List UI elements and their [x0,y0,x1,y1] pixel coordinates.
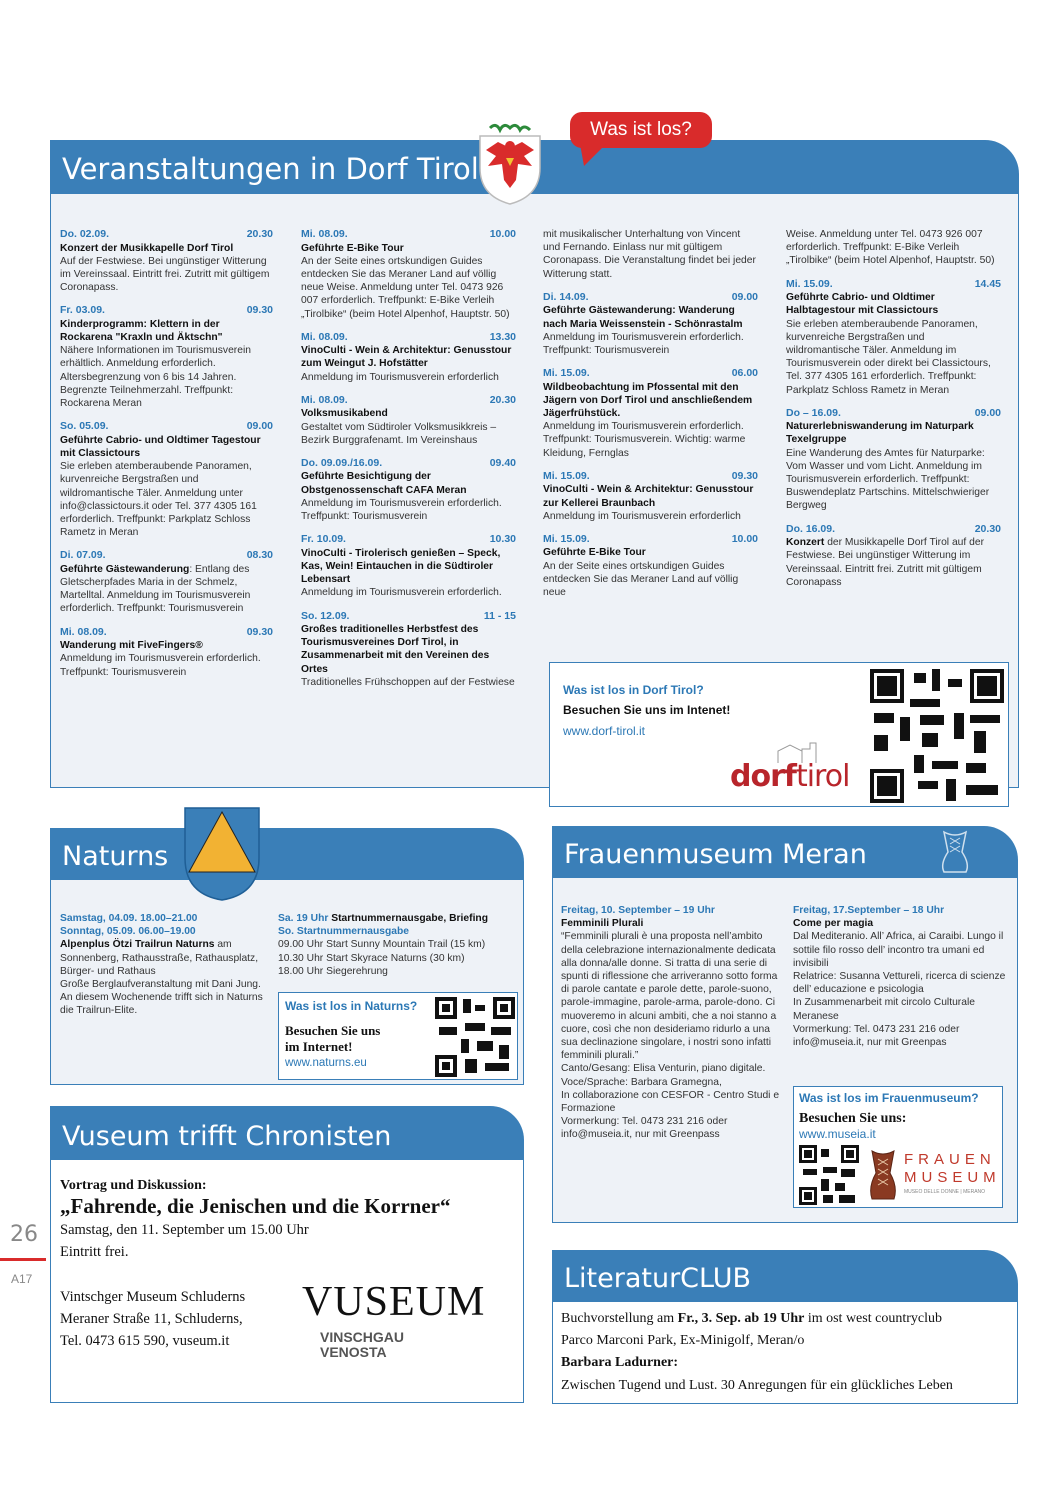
literatur-line-1c: im ost west countryclub [804,1311,942,1326]
vuseum-headline: „Fahrende, die Jenischen und die Korrner“ [60,1194,451,1218]
naturns-qr-code-icon[interactable] [435,997,515,1077]
event [301,610,516,690]
event-date: Do. 16.09. [786,522,836,535]
tirol-col-3 [543,228,758,609]
promo-url[interactable]: www.naturns.eu [285,1057,367,1069]
event-title: Großes traditionelles Herbstfest des Tourismusvereines Dorf Tirol, in Zusammenarbeit mit den Vereinen des Ortes [301,624,490,675]
frauen-date-2: Freitag, 17.September – 18 Uhr [793,905,945,916]
event-date: Mi. 15.09. [786,277,833,290]
event-time: 09.00 [731,290,758,303]
event-desc: Sie erleben atemberaubende Panoramen, kurvenreiche Bergstraßen und wildromantische Täler. Anmeldung unter info@classictours.it oder Tel. 377 4305 161 erforderlich. Treffpunkt: Parkplatz Schloss Rametz in Meran [60,461,257,539]
event-title: Geführte Besichtigung der Obstgenossenschaft CAFA Meran [301,471,467,496]
event-time: 06.00 [731,367,758,380]
event [543,470,758,523]
event-title: Geführte E-Bike Tour [301,242,404,254]
naturns-coat-of-arms [183,806,261,902]
event-date: Mi. 08.09. [301,330,348,343]
event-desc: : Entlang des Gletscherpfades Maria in der Schmelz, Martelltal. Anmeldung im Tourismusverein erforderlich. Treffpunkt: Tourismusverein [60,563,251,615]
event-time: 10.30 [489,533,516,546]
event-time: 20.30 [246,228,273,240]
promo-url[interactable]: www.dorf-tirol.it [563,724,646,738]
event-title: Konzert [786,537,825,549]
event-desc: Anmeldung im Tourismusverein erforderlich. Treffpunkt: Tourismusverein [543,331,744,356]
event-title: VinoCulti - Wein & Architektur: Genusstour zum Weingut J. Hofstätter [301,345,512,370]
frauen-logo-line-1: FRAUEN [904,1151,996,1168]
event-title: Geführte E-Bike Tour [543,547,646,559]
event [301,533,516,599]
vuseum-entry: Eintritt frei. [60,1244,129,1260]
event-date: So. 05.09. [60,420,109,433]
event-date: Mi. 08.09. [301,393,348,406]
frauen-logo-line-2: MUSEUM [904,1169,1001,1186]
event-title: Naturerlebniswanderung im Naturpark Texelgruppe [786,421,974,446]
event-date: Di. 07.09. [60,549,106,562]
event-desc: Anmeldung im Tourismusverein erforderlich. Treffpunkt: Tourismusverein [60,653,261,678]
event-desc: Anmeldung im Tourismusverein erforderlich. [301,587,502,599]
event-title: Geführte Cabrio- und Oldtimer Halbtagestour mit Classictours [786,292,939,317]
naturns-event-desc: am Sonnenberg, Rathausstraße, Rathausplatz, Bürger- und Rathaus [60,939,259,977]
event [301,457,516,523]
frauen-canto: Canto/Gesang: Elisa Venturin, piano digitale. [561,1063,766,1075]
event [543,533,758,599]
naturns-header [50,828,524,880]
page-red-rule [0,1258,46,1261]
event-desc: Traditionelles Frühschoppen auf der Festwiese [301,676,515,688]
promo-question: Was ist los im Frauenmuseum? [799,1091,979,1105]
event-time: 08.30 [246,549,273,562]
event-desc: An der Seite eines ortskundigen Guides entdecken Sie das Meraner Land auf völlig neue [543,560,739,599]
event [301,331,516,384]
castle-icon [776,741,836,765]
tirol-promo-box [549,662,1009,807]
event-title: Wildbeobachtung im Pfossental mit den Jägern von Dorf Tirol und anschließendem Jägerfrühstück. [543,381,753,420]
naturns-line: 09.00 Uhr Start Sunny Mountain Trail (15 km) [278,939,486,951]
frauen-zus: In Zusammenarbeit mit circolo Culturale Meranese [793,997,975,1022]
event [60,626,273,679]
event-continued: mit musikalischer Unterhaltung von Vincent und Fernando. Einlass nur mit gültigem Coronapass. Die Veranstaltung findet bei jeder Witterung statt. [543,229,756,280]
bubble-text: Was ist los? [590,119,692,140]
naturns-event-desc-3: An diesem Wochenende trifft sich in Naturns die Trailrun-Elite. [60,992,263,1017]
event-title: Konzert der Musikkapelle Dorf Tirol [60,242,234,254]
tirol-col-1 [60,228,273,689]
frauen-title-2: Come per magia [793,918,874,930]
event-title: Geführte Gästewanderung: Wanderung nach Maria Weissenstein - Schönrastalm [543,305,743,330]
vuseum-date: Samstag, den 11. September um 15.00 Uhr [60,1222,309,1238]
event-time: 13.30 [489,330,516,343]
frauen-logo-line-3: MUSEO DELLE DONNE | MERANO [904,1189,986,1195]
event-desc: Anmeldung im Tourismusverein erforderlich [301,371,499,383]
frauen-title-1: Femminili Plurali [561,918,644,930]
frauen-left [561,904,780,1142]
event-time: 09.30 [731,469,758,482]
tirol-col-2 [301,228,516,699]
event-desc: An der Seite eines ortskundigen Guides entdecken Sie das Meraner Land auf völlig neue Weise. Anmeldung unter Tel. 0473 926 007 erforderlich. Treffpunkt: E-Bike Verleih „Tirolbike“ (beim Hotel Alpenhof, Hauptstr. 50) [301,255,510,320]
event-desc: Anmeldung im Tourismusverein erforderlich. Treffpunkt: Tourismusverein. Wichtig: warme Kleidung, Fernglas [543,421,746,459]
naturns-date-1: Samstag, 04.09. 18.00–21.00 [60,913,198,924]
frauen-date-1: Freitag, 10. September – 19 Uhr [561,905,715,916]
vuseum-title: Vuseum trifft Chronisten [62,1121,392,1152]
literatur-author: Barbara Ladurner: [561,1355,679,1370]
vuseum-logo-sub-1: VINSCHGAU [320,1329,405,1345]
event-date: Fr. 10.09. [301,533,346,546]
event-date: So. 12.09. [301,609,350,622]
literatur-line-1 [561,1311,942,1327]
literatur-title: LiteraturCLUB [564,1263,752,1294]
event-desc: Nähere Informationen im Tourismusverein erhältlich. Anmeldung erforderlich. Altersbegrenzung von 6 bis 14 Jahren. Begrenzte Teilnehmerzahl. Treffpunkt: Rockarena Meran [60,345,251,410]
event-time: 10.00 [489,228,516,240]
event-desc: Auf der Festwiese. Bei ungünstiger Witterung im Vereinssaal. Eintritt frei. Zutritt mit gültigem Coronapass. [60,255,270,294]
event-title: VinoCulti - Tirolerisch genießen – Speck, Kas, Wein! Eintauchen in die Südtiroler Lebensart [301,547,501,586]
vuseum-address-1: Vintschger Museum Schluderns [60,1289,246,1305]
event [301,394,516,447]
naturns-date-2: Sonntag, 05.09. 06.00–19.00 [60,926,196,938]
event-date: Fr. 03.09. [60,304,105,317]
event [60,304,273,410]
frauen-qr-code-icon[interactable] [799,1145,859,1205]
event-date: Do – 16.09. [786,406,841,419]
naturns-sat: Sa. 19 Uhr [278,913,329,924]
naturns-right [278,912,518,978]
event-time: 09.00 [246,420,273,433]
frauen-voce: Voce/Sprache: Barbara Gramegna, [561,1076,722,1088]
event-date: Do. 09.09./16.09. [301,456,383,469]
naturns-event-desc-2: Große Berglaufveranstaltung mit Dani Jung. [60,979,261,991]
frauen-title: Frauenmuseum Meran [564,839,867,870]
frauen-right [793,904,1011,1049]
naturns-sun: So. Startnummernausgabe [278,926,410,938]
event [301,228,516,321]
event-time: 11 - 15 [483,609,516,622]
literatur-book-title: Zwischen Tugend und Lust. 30 Anregungen für ein glückliches Leben [561,1378,953,1393]
event [543,367,758,460]
tirol-title: Veranstaltungen in Dorf Tirol [62,152,479,186]
vuseum-header [50,1106,524,1160]
naturns-line: 10.30 Uhr Start Skyrace Naturns (30 km) [278,952,465,964]
event-time: 14.45 [974,277,1001,290]
vuseum-logo: VUSEUM [302,1279,486,1325]
literatur-line-2: Parco Marconi Park, Ex-Minigolf, Meran/o [561,1333,805,1348]
frauen-vorm-1: Vormerkung: Tel. 0473 231 216 oder info@museia.it, nur mit Greenpass [561,1116,728,1141]
vuseum-kicker: Vortrag und Diskussion: [60,1178,207,1193]
bubble-tail [580,144,606,166]
event-desc: Anmeldung im Tourismusverein erforderlich. Treffpunkt: Tourismusverein [301,497,502,523]
vuseum-address-2: Meraner Straße 11, Schluderns, [60,1311,243,1327]
event-time: 20.30 [489,393,516,406]
event-title: Volksmusikabend [301,408,388,420]
event-time: 09.30 [246,304,273,317]
frauen-rel: Relatrice: Susanna Vettureli, ricerca di scienze dell’ educazione e psicologia [793,971,1006,996]
event-date: Mi. 15.09. [543,532,590,545]
event-title: VinoCulti - Wein & Architektur: Genusstour zur Kellerei Braunbach [543,484,754,509]
naturns-sat-desc: Startnummernausgabe, Briefing [328,913,489,924]
frauen-vorm-2: Vormerkung: Tel. 0473 231 216 oder info@museia.it, nur mit Greenpas [793,1023,960,1049]
tirol-col-4 [786,228,1001,599]
naturns-promo-box [278,992,518,1080]
event-desc: Eine Wanderung des Amtes für Naturparke: Vom Wasser und vom Licht. Anmeldung im Tourismusverein erforderlich. Treffpunkt: Buswendeplatz Partschins. Mittelschwieriger Bergweg [786,447,990,512]
corset-logo-icon [866,1147,900,1203]
event-desc: Sie erleben atemberaubende Panoramen, kurvenreiche Bergstraßen und wildromantische Täler. Anmeldung im Tourismusverein oder direkt bei Classictours, Tel. 377 4305 161 erforderlich. Treffpunkt: Parkplatz Schloss Rametz in Meran [786,318,991,396]
literatur-line-1a: Buchvorstellung am [561,1311,678,1326]
event-desc: Anmeldung im Tourismusverein erforderlich [543,510,741,522]
event [786,523,1001,589]
event-date: Mi. 08.09. [60,625,107,638]
frauen-desc-2: Dal Mediteranio. All’ Africa, ai Caraibi. Lungo il sottile filo rosso dell’ incontro tra umani ed invisibili [793,931,1004,969]
vuseum-logo-sub-2: VENOSTA [320,1344,387,1360]
vuseum-address-3: Tel. 0473 615 590, vuseum.it [60,1333,230,1349]
promo-url[interactable]: www.museia.it [799,1127,876,1141]
naturns-event-title: Alpenplus Ötzi Trailrun Naturns [60,939,215,951]
logo-tirol: tirol [795,759,850,794]
event-date: Mi. 08.09. [301,228,348,240]
event-time: 20.30 [974,522,1001,535]
promo-cta: Besuchen Sie uns: [799,1111,907,1126]
promo-question: Was ist los in Naturns? [285,999,418,1013]
event-date: Do. 02.09. [60,228,110,240]
literatur-line-1b: Fr., 3. Sep. ab 19 Uhr [677,1311,805,1326]
page-number: 26 [10,1222,38,1247]
naturns-title: Naturns [62,841,169,872]
event [786,407,1001,513]
tirol-coat-of-arms [476,122,544,206]
tirol-qr-code-icon[interactable] [870,669,1004,803]
literatur-header [552,1250,1018,1302]
event-time: 09.40 [489,456,516,469]
event-desc: Gestaltet vom Südtiroler Volksmusikkreis – Bezirk Burggrafenamt. Im Vereinshaus [301,421,497,446]
event-title: Geführte Gästewanderung [60,563,190,575]
event [60,420,273,539]
event-time: 09.00 [974,406,1001,419]
event-date: Di. 14.09. [543,290,589,303]
event [60,228,273,294]
event [543,291,758,357]
event-title: Kinderprogramm: Klettern in der Rockarena "Kraxln und Äktschn" [60,318,223,344]
frauen-promo-box [793,1086,1003,1208]
promo-cta: Besuchen Sie uns im Intenet! [563,703,731,717]
logo-dorf: dorf [730,759,796,794]
event-title: Geführte Cabrio- und Oldtimer Tagestour mit Classictours [60,434,261,459]
promo-cta: Besuchen Sie uns [285,1023,381,1038]
frauen-desc-1: “Femminili plurali è una proposta nell’ambito della celebrazione internazionalmente dedicata alla donna/alle donne. Si tratta di una serie di spunti di riflessione che arriveranno sotto forma di parole cantate e parole dette, parole-suono, parole-immagine, parole-arma, parole-dono. Ci muoveremo in alcuni ambiti, che a noi stanno a cuore, così che non desideriamo ridurlo a una sua declinazione singolare, i nostri sono infatti femminili plurali.” [561,931,778,1062]
frauen-collab: In collaborazione con CESFOR - Centro Studi e Formazione [561,1089,780,1115]
was-ist-los-bubble [570,112,712,148]
event [786,278,1001,397]
corset-icon [930,828,980,876]
event-desc: der Musikkapelle Dorf Tirol auf der Festwiese. Bei ungünstiger Witterung im Vereinssaal. Eintritt frei. Zutritt mit gültigem Coronapass [786,537,984,588]
page-code: A17 [11,1272,33,1286]
event-continued: Weise. Anmeldung unter Tel. 0473 926 007 erforderlich. Treffpunkt: E-Bike Verleih „Tirolbike“ (beim Hotel Alpenhof, Hauptstr. 50) [786,229,995,267]
event-title: Wanderung mit FiveFingers® [60,640,203,652]
event-date: Mi. 15.09. [543,469,590,482]
event-time: 09.30 [246,625,273,638]
promo-question: Was ist los in Dorf Tirol? [563,683,704,697]
promo-cta: im Internet! [285,1039,353,1054]
naturns-line: 18.00 Uhr Siegerehrung [278,965,388,977]
event [60,549,273,615]
event-time: 10.00 [731,532,758,545]
event-date: Mi. 15.09. [543,367,590,380]
naturns-left [60,912,275,1018]
